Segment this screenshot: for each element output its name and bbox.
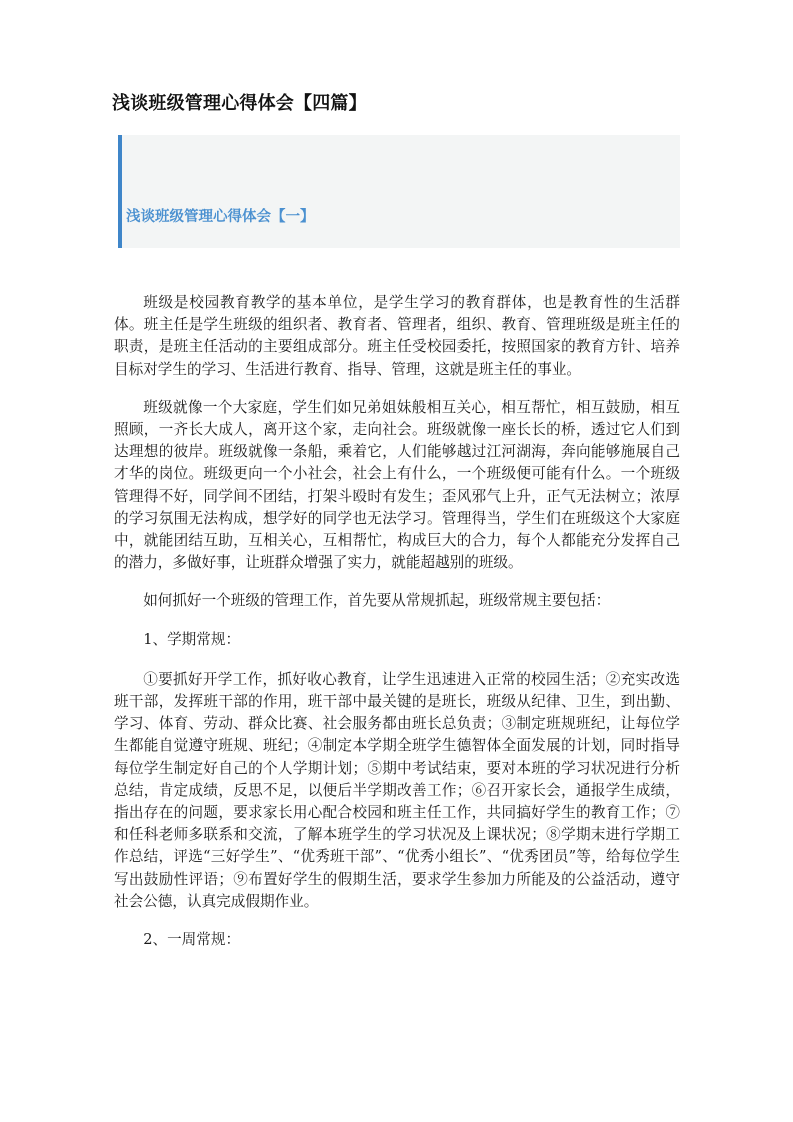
paragraph-routine-intro: 如何抓好一个班级的管理工作，首先要从常规抓起，班级常规主要包括： (143, 592, 611, 610)
section-heading: 浅谈班级管理心得体会【一】 (126, 209, 315, 225)
document-title: 浅谈班级管理心得体会【四篇】 (112, 93, 367, 114)
subheading-weekly-routine: 2、一周常规： (143, 931, 241, 949)
article-body (114, 292, 680, 969)
paragraph-semester-routine-items: ①要抓好开学工作，抓好收心教育，让学生迅速进入正常的校园生活；②充实改选班干部，发挥班干部的作用，班干部中最关键的是班长，班级从纪律、卫生，到出勤、学习、体育、劳动、群众比赛、社会服务都由班长总负责；③制定班规班纪，让每位学生都能自觉遵守班规、班纪；④制定本学期全班学生德智体全面发展的计划，同时指导每位学生制定好自己的个人学期计划；⑤期中考试结束，要对本班的学习状况进行分析总结，肯定成绩，反思不足，以便后半学期改善工作；⑥召开家长会，通报学生成绩，指出存在的问题，要求家长用心配合校园和班主任工作，共同搞好学生的教育工作；⑦和任科老师多联系和交流，了解本班学生的学习状况及上课状况；⑧学期末进行学期工作总结，评选“三好学生”、“优秀班干部”、“优秀小组长”、“优秀团员”等，给每位学生写出鼓励性评语；⑨布置好学生的假期生活，要求学生参加力所能及的公益活动，遵守社会公德，认真完成假期作业。 (114, 670, 680, 910)
paragraph-intro: 班级是校园教育教学的基本单位，是学生学习的教育群体，也是教育性的生活群体。班主任是学生班级的组织者、教育者、管理者，组织、教育、管理班级是班主任的职责，是班主任活动的主要组成部分。班主任受校园委托，按照国家的教育方针、培养目标对学生的学习、生活进行教育、指导、管理，这就是班主任的事业。 (114, 294, 680, 378)
paragraph-class-metaphor: 班级就像一个大家庭，学生们如兄弟姐妹般相互关心，相互帮忙，相互鼓励，相互照顾，一齐长大成人，离开这个家，走向社会。班级就像一座长长的桥，透过它人们到达理想的彼岸。班级就像一条船，乘着它，人们能够越过江河湖海，奔向能够施展自己才华的岗位。班级更向一个小社会，社会上有什么，一个班级便可能有什么。一个班级管理得不好，同学间不团结，打架斗殴时有发生；歪风邪气上升，正气无法树立；浓厚的学习氛围无法构成，想学好的同学也无法学习。管理得当，学生们在班级这个大家庭中，就能团结互助，互相关心，互相帮忙，构成巨大的合力，每个人都能充分发挥自己的潜力，多做好事，让班群众增强了实力，就能超越别的班级。 (114, 398, 680, 572)
subheading-semester-routine: 1、学期常规： (143, 630, 241, 648)
section-callout-box (118, 135, 680, 248)
